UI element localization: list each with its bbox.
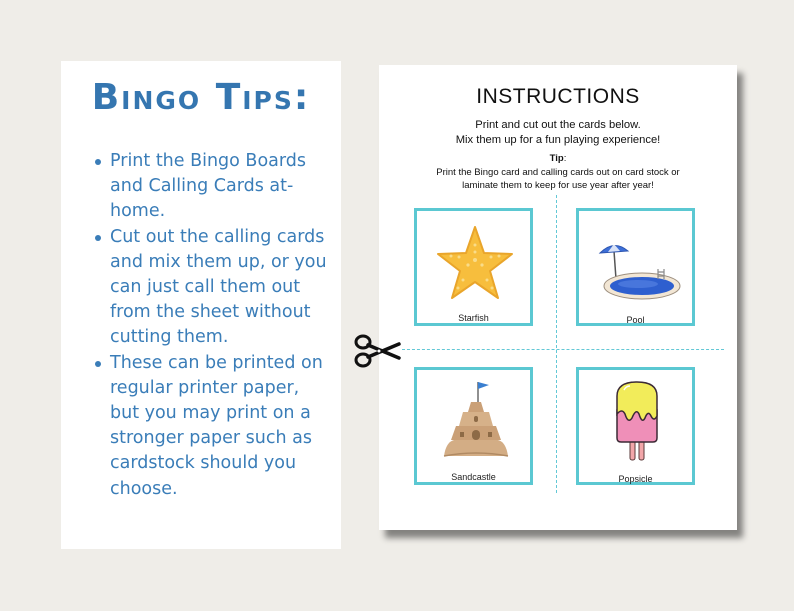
tip-heading — [379, 153, 737, 164]
tips-panel — [61, 61, 341, 549]
card-pool — [576, 208, 695, 326]
horizontal-cut-line — [402, 349, 724, 350]
tip-item: Cut out the calling cards and mix them up, or you can just call them out from the sheet without cutting them. — [92, 225, 332, 351]
tip-text — [379, 166, 737, 192]
tip-label: Tip — [549, 153, 564, 164]
card-label: Pool — [626, 315, 645, 325]
tip-line: Print the Bingo card and calling cards out on card stock or — [436, 167, 680, 178]
card-label: Starfish — [458, 313, 489, 323]
subtitle-line: Mix them up for a fun playing experience! — [455, 133, 661, 146]
card-label: Sandcastle — [451, 472, 496, 482]
popsicle-icon — [612, 380, 662, 462]
card-popsicle — [576, 367, 695, 485]
vertical-cut-line — [556, 195, 557, 493]
tips-list — [92, 149, 332, 502]
starfish-icon — [435, 225, 515, 301]
card-starfish — [414, 208, 533, 326]
tip-item: Print the Bingo Boards and Calling Cards at-home. — [92, 149, 332, 225]
card-sandcastle — [414, 367, 533, 485]
card-label: Popsicle — [618, 474, 653, 484]
tip-colon: : — [563, 153, 567, 164]
pool-icon — [592, 241, 682, 301]
tip-item: These can be printed on regular printer paper, but you may print on a stronger paper such as cardstock should you choose. — [92, 351, 332, 502]
sheet-title: INSTRUCTIONS — [476, 85, 640, 108]
instructions-sheet — [379, 65, 737, 530]
sandcastle-icon — [436, 374, 516, 464]
tip-line: laminate them to keep for use year after year! — [462, 180, 654, 191]
sheet-subtitle — [379, 118, 737, 147]
scissors-icon — [353, 333, 401, 369]
tips-title: Bingo Tips: — [91, 77, 311, 118]
subtitle-line: Print and cut out the cards below. — [475, 119, 641, 131]
